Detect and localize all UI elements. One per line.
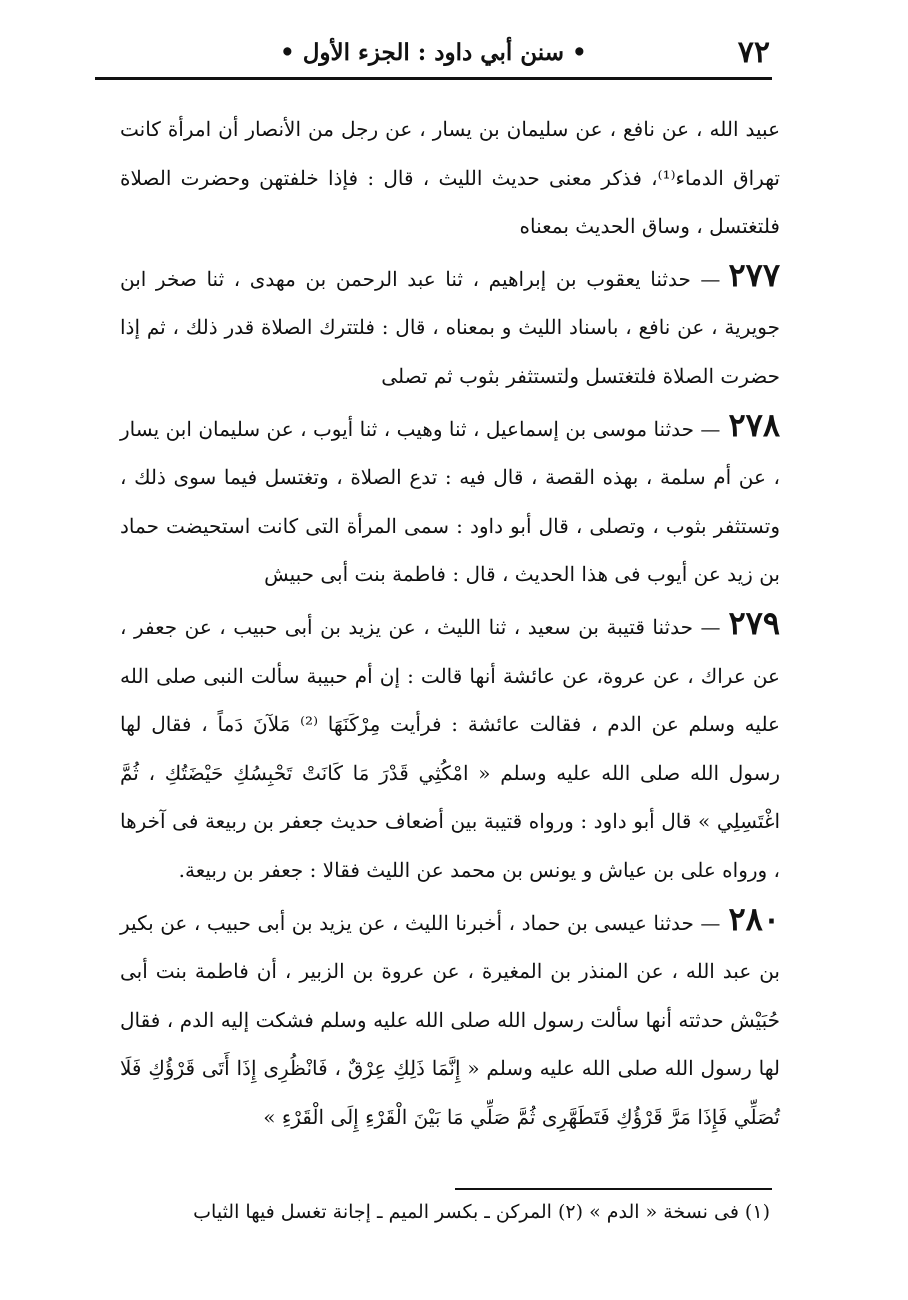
hadith-number: ٢٧٩: [728, 603, 780, 642]
hadith-number: ٢٧٨: [728, 405, 780, 444]
hadith-text: — حدثنا قتيبة بن سعيد ، ثنا الليث ، عن يزيد بن أبى حبيب ، عن جعفر ، عن عراك ، عن عروة، عن عائشة أنها قالت : إن أم حبيبة سألت النبى صلى الله عليه وسلم عن الدم ، فقالت عائشة : فرأيت مِرْكَنَهَا ⁽²⁾ مَلآنَ دَماً ، فقال لها رسول الله صلى الله عليه وسلم « امْكُثِي قَدْرَ مَا كَانَتْ تَحْبِسُكِ حَيْضَتُكِ ، ثُمَّ اغْتَسِلِي » قال أبو داود : ورواه قتيبة بين أضعاف حديث جعفر بن ربيعة فى آخرها ، ورواه على بن عياش و يونس بن محمد عن الليث فقالا : جعفر بن ربيعة.: [120, 614, 780, 882]
hadith-279: [120, 599, 780, 895]
hadith-278: [120, 401, 780, 599]
hadith-280: [120, 895, 780, 1142]
running-title: • سنن أبي داود : الجزء الأول •: [280, 38, 587, 66]
hadith-number: ٢٨٠: [728, 899, 780, 938]
footnotes: (١) فى نسخة « الدم » (٢) المركن ـ بكسر الميم ـ إجانة تغسل فيها الثياب: [193, 1201, 770, 1223]
hadith-number: ٢٧٧: [728, 255, 780, 294]
hadith-277: [120, 251, 780, 401]
header-rule: [95, 77, 772, 80]
hadith-text: — حدثنا موسى بن إسماعيل ، ثنا وهيب ، ثنا أيوب ، عن سليمان ابن يسار ، عن أم سلمة ، بهذه القصة ، قال فيه : تدع الصلاة ، وتغتسل فيما سوى ذلك ، وتستثفر بثوب ، وتصلى ، قال أبو داود : سمى المرأة التى كانت استحيضت حماد بن زيد عن أيوب فى هذا الحديث ، قال : فاطمة بنت أبى حبيش: [120, 416, 780, 587]
page-header: [95, 32, 770, 72]
footnote-rule: [455, 1188, 772, 1190]
page-number: ٧٢: [737, 34, 770, 70]
hadith-text: — حدثنا يعقوب بن إبراهيم ، ثنا عبد الرحمن بن مهدى ، ثنا صخر ابن جويرية ، عن نافع ، باسناد الليث و بمعناه ، قال : فلتترك الصلاة قدر ذلك ، ثم إذا حضرت الصلاة فلتغتسل ولتستثفر بثوب ثم تصلى: [120, 266, 780, 388]
continuation-paragraph: عبيد الله ، عن نافع ، عن سليمان بن يسار ، عن رجل من الأنصار أن امرأة كانت تهراق الدماء⁽¹⁾، فذكر معنى حديث الليث ، قال : فإذا خلفتهن وحضرت الصلاة فلتغتسل ، وساق الحديث بمعناه: [120, 117, 780, 239]
main-text: [120, 105, 780, 1141]
hadith-text: — حدثنا عيسى بن حماد ، أخبرنا الليث ، عن يزيد بن أبى حبيب ، عن بكير بن عبد الله ، عن المنذر بن المغيرة ، عن عروة بن الزبير ، أن فاطمة بنت أبى حُبَيْش حدثته أنها سألت رسول الله صلى الله عليه وسلم فشكت إليه الدم ، فقال لها رسول الله صلى الله عليه وسلم « إِنَّمَا ذَلِكِ عِرْقٌ ، فَانْظُرِى إِذَا أَتَى قَرْؤُكِ فَلَا تُصَلِّي فَإِذَا مَرَّ قَرْؤُكِ فَتَطَهَّرِى ثُمَّ صَلِّي مَا بَيْنَ الْقَرْءِ إِلَى الْقَرْءِ »: [120, 910, 781, 1129]
